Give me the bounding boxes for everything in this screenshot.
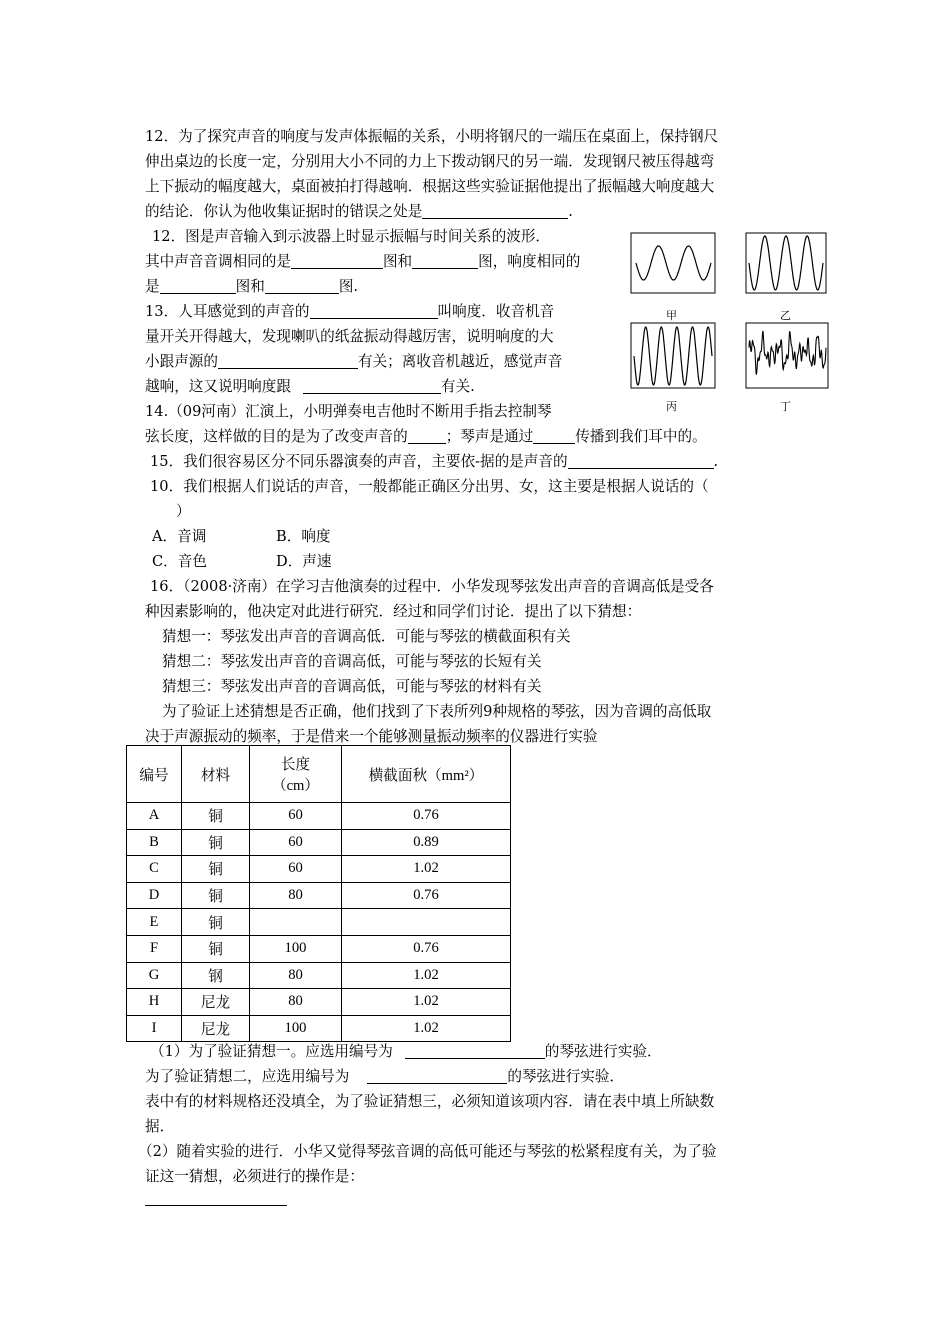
q12b-text: 图. (338, 278, 359, 295)
q12b-text: 是 (145, 278, 160, 295)
q16-part2-line2: 证这一猜想，必须进行的操作是： (145, 1168, 364, 1185)
cell-length: 100 (250, 935, 342, 962)
answer-blank[interactable] (408, 427, 446, 444)
table-header-row (127, 746, 511, 803)
answer-blank[interactable] (533, 427, 575, 444)
table-row (127, 803, 511, 830)
answer-blank[interactable] (265, 277, 339, 294)
q12b-line1: 12．图是声音输入到示波器上时显示振幅与时间关系的波形． (152, 228, 551, 245)
q15-line (150, 450, 718, 474)
header-material: 材料 (182, 746, 250, 803)
panel-jia (631, 233, 715, 293)
answer-blank[interactable] (303, 377, 441, 394)
answer-blank[interactable] (218, 352, 358, 369)
q13-text: 越响，这又说明响度跟 (145, 378, 291, 395)
q12a-period: . (568, 203, 573, 220)
q12b-text: 其中声音音调相同的是 (145, 253, 291, 270)
string-spec-table (126, 745, 511, 1042)
q10-line1: 10．我们根据人们说话的声音，一般都能正确区分出男、女，这主要是根据人说话的（ (150, 478, 709, 495)
cell-area: 1.02 (342, 1015, 511, 1042)
option-a[interactable]: A．音调 (152, 528, 207, 545)
q16-part1-line3: 表中有的材料规格还没填全，为了验证猜想三，必须知道该项内容．请在表中填上所缺数 (145, 1093, 715, 1110)
q12b-text: 图，响度相同的 (478, 253, 581, 270)
cell-material: 尼龙 (182, 989, 250, 1016)
cell-length: 60 (250, 856, 342, 883)
q16-guess3: 猜想三：琴弦发出声音的音调高低，可能与琴弦的材料有关 (162, 678, 542, 695)
cell-area: 1.02 (342, 989, 511, 1016)
cell-area: 1.02 (342, 962, 511, 989)
table-row (127, 882, 511, 909)
option-c[interactable]: C．音色 (152, 553, 207, 570)
answer-blank[interactable] (367, 1067, 507, 1084)
cell-material: 铜 (182, 935, 250, 962)
q12b-text: 图和 (382, 253, 413, 270)
cell-number: D (127, 882, 182, 909)
label-ding: 丁 (780, 400, 791, 413)
q16-part2-line1: （2）随着实验的进行．小华又觉得琴弦音调的高低可能还与琴弦的松紧程度有关，为了验 (138, 1143, 717, 1160)
answer-blank[interactable] (405, 1042, 545, 1059)
label-jia: 甲 (666, 309, 677, 322)
q16-line4: 决于声源振动的频率，于是借来一个能够测量振动频率的仪器进行实验 (145, 728, 598, 745)
cell-area: 0.76 (342, 935, 511, 962)
q16-part1-line1 (150, 1040, 662, 1064)
q14-text: ；琴声是通过 (445, 428, 534, 445)
cell-area[interactable] (342, 909, 511, 936)
q13-line2: 量开关开得越大，发现喇叭的纸盆振动得越厉害，说明响度的大 (145, 328, 554, 345)
cell-number: H (127, 989, 182, 1016)
q16-text: （1）为了验证猜想一。应选用编号为 (150, 1043, 393, 1060)
cell-number: C (127, 856, 182, 883)
option-d[interactable]: D．声速 (276, 553, 332, 570)
q14-line2 (145, 425, 707, 449)
q16-text: 的琴弦进行实验． (544, 1043, 662, 1060)
q13-line4 (145, 375, 475, 399)
waveform-figure (628, 228, 830, 418)
cell-material: 铜 (182, 856, 250, 883)
q13-line3 (145, 350, 562, 374)
q12b-text: 图和 (235, 278, 265, 295)
cell-number: A (127, 803, 182, 830)
q13-text: 有关. (440, 378, 475, 395)
cell-number: I (127, 1015, 182, 1042)
cell-number: E (127, 909, 182, 936)
cell-length: 80 (250, 962, 342, 989)
q16-text: 的琴弦进行实验． (507, 1068, 625, 1085)
header-area: 横截面秋（mm²） (342, 746, 511, 803)
table-row (127, 935, 511, 962)
q13-text: 叫响度．收音机音 (437, 303, 555, 320)
q12b-line3 (145, 275, 358, 299)
q16-part1-line2 (145, 1065, 624, 1089)
answer-blank-final[interactable] (145, 1205, 287, 1206)
cell-area: 1.02 (342, 856, 511, 883)
table-row (127, 989, 511, 1016)
q15-period: . (713, 453, 719, 470)
cell-area: 0.76 (342, 803, 511, 830)
cell-length: 60 (250, 829, 342, 856)
cell-number: B (127, 829, 182, 856)
cell-material: 尼龙 (182, 1015, 250, 1042)
q12a-text: 的结论．你认为他收集证据时的错误之处是 (145, 203, 423, 220)
header-length-unit: （cm） (271, 778, 320, 794)
q16-guess1: 猜想一：琴弦发出声音的音调高低．可能与琴弦的横截面积有关 (162, 628, 571, 645)
cell-length[interactable] (250, 909, 342, 936)
cell-number: F (127, 935, 182, 962)
cell-area: 0.89 (342, 829, 511, 856)
cell-area: 0.76 (342, 882, 511, 909)
cell-number: G (127, 962, 182, 989)
option-b[interactable]: B．响度 (276, 528, 331, 545)
q12a-line2: 伸出桌边的长度一定，分别用大小不同的力上下拨动钢尺的另一端．发现钢尺被压得越弯 (145, 153, 715, 170)
q13-line1 (145, 300, 554, 324)
q12a-line3: 上下振动的幅度越大，桌面被拍打得越响．根据这些实验证据他提出了振幅越大响度越大 (145, 178, 715, 195)
answer-blank[interactable] (412, 252, 478, 269)
q14-line1: 14.（09河南）汇演上，小明弹奏电吉他时不断用手指去控制琴 (145, 403, 552, 420)
q10-options-row2 (152, 550, 331, 574)
cell-material: 铜 (182, 909, 250, 936)
cell-length: 100 (250, 1015, 342, 1042)
answer-blank[interactable] (422, 202, 568, 219)
cell-material: 铜 (182, 882, 250, 909)
q16-line1: 16．（2008·济南）在学习吉他演奏的过程中．小华发现琴弦发出声音的音调高低是受各 (150, 578, 714, 595)
header-length-label: 长度 (280, 757, 311, 773)
q13-text: 13．人耳感觉到的声音的 (145, 303, 310, 320)
q10-options-row1 (152, 525, 331, 549)
q16-text: 为了验证猜想二，应选用编号为 (145, 1068, 350, 1085)
q14-text: 弦长度，这样做的目的是为了改变声音的 (145, 428, 408, 445)
panel-yi (746, 233, 826, 293)
cell-material: 铜 (182, 803, 250, 830)
table-row (127, 909, 511, 936)
q10-line2: ） (176, 503, 191, 520)
q14-text: 传播到我们耳中的。 (575, 428, 707, 445)
table-row (127, 856, 511, 883)
answer-blank[interactable] (568, 452, 714, 469)
q16-guess2: 猜想二：琴弦发出声音的音调高低，可能与琴弦的长短有关 (162, 653, 542, 670)
table-row (127, 962, 511, 989)
table-row (127, 1015, 511, 1042)
table-row (127, 829, 511, 856)
label-bing: 丙 (666, 400, 677, 413)
q12b-line2 (145, 250, 580, 274)
waveform-panels (628, 228, 830, 418)
cell-length: 60 (250, 803, 342, 830)
cell-material: 铜 (182, 829, 250, 856)
cell-length: 80 (250, 989, 342, 1016)
q16-line2: 种因素影响的，他决定对此进行研究．经过和同学们讨论．提出了以下猜想： (145, 603, 642, 620)
q13-text: 有关；离收音机越近，感觉声音 (357, 353, 563, 370)
header-length (250, 746, 342, 803)
q13-text: 小跟声源的 (145, 353, 218, 370)
q12a-line1: 12．为了探究声音的响度与发声体振幅的关系，小明将钢尺的一端压在桌面上，保持钢尺 (145, 128, 719, 145)
q16-part1-line4: 据． (145, 1118, 175, 1135)
q15-text: 15．我们很容易区分不同乐器演奏的声音，主要依-据的是声音的 (150, 453, 568, 470)
answer-blank[interactable] (291, 252, 383, 269)
cell-length: 80 (250, 882, 342, 909)
header-number: 编号 (127, 746, 182, 803)
q12a-line4 (145, 200, 573, 224)
answer-blank[interactable] (310, 302, 438, 319)
label-yi: 乙 (780, 309, 791, 322)
q16-line3: 为了验证上述猜想是否正确，他们找到了下表所列9种规格的琴弦，因为音调的高低取 (162, 703, 712, 720)
cell-material: 钢 (182, 962, 250, 989)
answer-blank[interactable] (160, 277, 236, 294)
